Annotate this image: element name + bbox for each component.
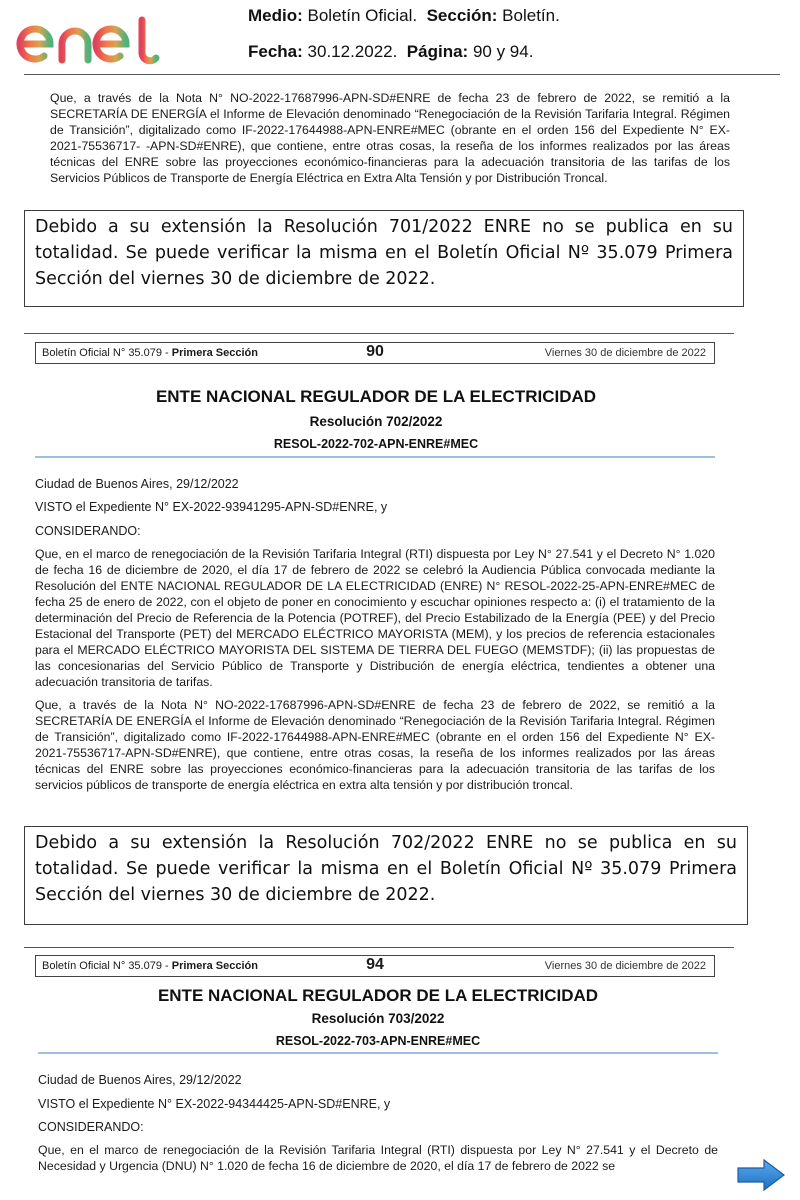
ciudad-2: Ciudad de Buenos Aires, 29/12/2022 (38, 1073, 242, 1087)
header-line-2 (248, 42, 533, 62)
header-divider (24, 74, 780, 75)
section-2-paragraph-1: Que, en el marco de renegociación de la Revisión Tarifaria Integral (RTI) dispuesta por Ley N° 27.541 y el Decreto de Necesidad y Urgencia (DNU) N° 1.020 de fecha 16 de diciembre de 2020, el día 17 de febrero de 2022 se (38, 1143, 718, 1173)
section-1-paragraph-1: Que, en el marco de renegociación de la Revisión Tarifaria Integral (RTI) dispuesta por Ley N° 27.541 y el Decreto N° 1.020 de fecha 16 de diciembre de 2020, el día 17 de febrero de 2022 se celebró la Audiencia Pública convocada mediante la Resolución del ENTE NACIONAL REGULADOR DE LA ELECTRICIDAD (ENRE) N° RESOL-2022-25-APN-ENRE#MEC de fecha 25 de enero de 2022, con el objeto de poner en conocimiento y escuchar opiniones respecto a: (i) el tratamiento de la determinación del Precio de Referencia de la Potencia (POTREF), del Precio Estabilizado de la Energía (PEE) y del Precio Estacional del Transporte (PET) del MERCADO ELÉCTRICO MAYORISTA (MEM), y los precios de referencia estacionales para el MERCADO ELÉCTRICO MAYORISTA DEL SISTEMA DE TIERRA DEL FUEGO (MEMSTDF); (ii) las propuestas de las concesionarias del Servicio Público de Transporte y Distribución de energía eléctrica, tendientes a obtener una adecuación transitoria de tarifas. (35, 547, 715, 689)
bar-page-number: 90 (366, 343, 384, 360)
fecha-value: 30.12.2022. (307, 42, 398, 61)
seccion-label: Sección: (426, 6, 498, 25)
blue-rule-1 (35, 456, 715, 458)
enel-logo (16, 14, 170, 66)
arrow-right-icon[interactable] (736, 1158, 786, 1192)
ente-title-1: ENTE NACIONAL REGULADOR DE LA ELECTRICIDAD (155, 387, 597, 406)
resolucion-703-code: RESOL-2022-703-APN-ENRE#MEC (275, 1034, 481, 1048)
separator-2 (24, 947, 734, 948)
boletin-header-bar-94 (35, 955, 715, 977)
visto-1: VISTO el Expediente N° EX-2022-93941295-APN-SD#ENRE, y (35, 500, 388, 514)
considerando-1: CONSIDERANDO: (35, 524, 141, 538)
top-paragraph: Que, a través de la Nota N° NO-2022-17687996-APN-SD#ENRE de fecha 23 de febrero de 2022, se remitió a la SECRETARÍA DE ENERGÍA el Informe de Elevación denominado “Renegociación de la Revisión Tarifaria Integral. Régimen de Transición”, digitalizado como IF-2022-17644988-APN-ENRE#MEC (obrante en el orden 156 del Expediente N° EX-2021-75536717- -APN-SD#ENRE), que contiene, entre otras cosas, la reseña de los informes realizados por las áreas técnicas del ENRE sobre las proyecciones económico-financieras para la adecuación transitoria de las tarifas de los Servicios Públicos de Transporte de Energía Eléctrica en Extra Alta Tensión y por Distribución Troncal. (50, 91, 730, 185)
seccion-value: Boletín. (502, 6, 560, 25)
considerando-2: CONSIDERANDO: (38, 1120, 144, 1134)
pagina-label: Página: (406, 42, 469, 61)
bar-page-number: 94 (366, 956, 384, 973)
notice-701: Debido a su extensión la Resolución 701/2022 ENRE no se publica en su totalidad. Se puede verificar la misma en el Boletín Oficial Nº 35.079 Primera Sección del viernes 30 de diciembre de 2022. (24, 210, 744, 307)
pagina-value: 90 y 94. (472, 42, 534, 61)
bar-left: Boletín Oficial N° 35.079 - Primera Sección (42, 960, 258, 972)
notice-702: Debido a su extensión la Resolución 702/2022 ENRE no se publica en su totalidad. Se puede verificar la misma en el Boletín Oficial Nº 35.079 Primera Sección del viernes 30 de diciembre de 2022. (24, 826, 748, 925)
blue-rule-2 (38, 1052, 718, 1054)
resolucion-702-code: RESOL-2022-702-APN-ENRE#MEC (273, 437, 479, 451)
bar-date: Viernes 30 de diciembre de 2022 (544, 347, 706, 359)
medio-label: Medio: (248, 6, 303, 25)
bar-date: Viernes 30 de diciembre de 2022 (544, 960, 706, 972)
header-line-1 (248, 6, 560, 26)
ente-title-2: ENTE NACIONAL REGULADOR DE LA ELECTRICIDAD (157, 986, 599, 1005)
resolucion-702-title: Resolución 702/2022 (309, 414, 443, 429)
visto-2: VISTO el Expediente N° EX-2022-94344425-APN-SD#ENRE, y (38, 1097, 391, 1111)
bar-left: Boletín Oficial N° 35.079 - Primera Sección (42, 347, 258, 359)
separator-1 (24, 333, 734, 334)
boletin-header-bar-90 (35, 342, 715, 364)
medio-value: Boletín Oficial. (307, 6, 418, 25)
section-1-paragraph-2: Que, a través de la Nota N° NO-2022-17687996-APN-SD#ENRE de fecha 23 de febrero de 2022, se remitió a la SECRETARÍA DE ENERGÍA el Informe de Elevación denominado “Renegociación de la Revisión Tarifaria Integral. Régimen de Transición”, digitalizado como IF-2022-17644988-APN-ENRE#MEC (obrante en el orden 156 del Expediente N° EX-2021-75536717-APN-SD#ENRE), que contiene, entre otras cosas, la reseña de los informes realizados por las áreas técnicas del ENRE sobre las proyecciones económico-financieras para la adecuación transitoria de las tarifas de los servicios públicos de transporte de energía eléctrica en extra alta tensión y por distribución troncal. (35, 698, 715, 792)
fecha-label: Fecha: (248, 42, 303, 61)
resolucion-703-title: Resolución 703/2022 (311, 1011, 445, 1026)
ciudad-1: Ciudad de Buenos Aires, 29/12/2022 (35, 477, 239, 491)
